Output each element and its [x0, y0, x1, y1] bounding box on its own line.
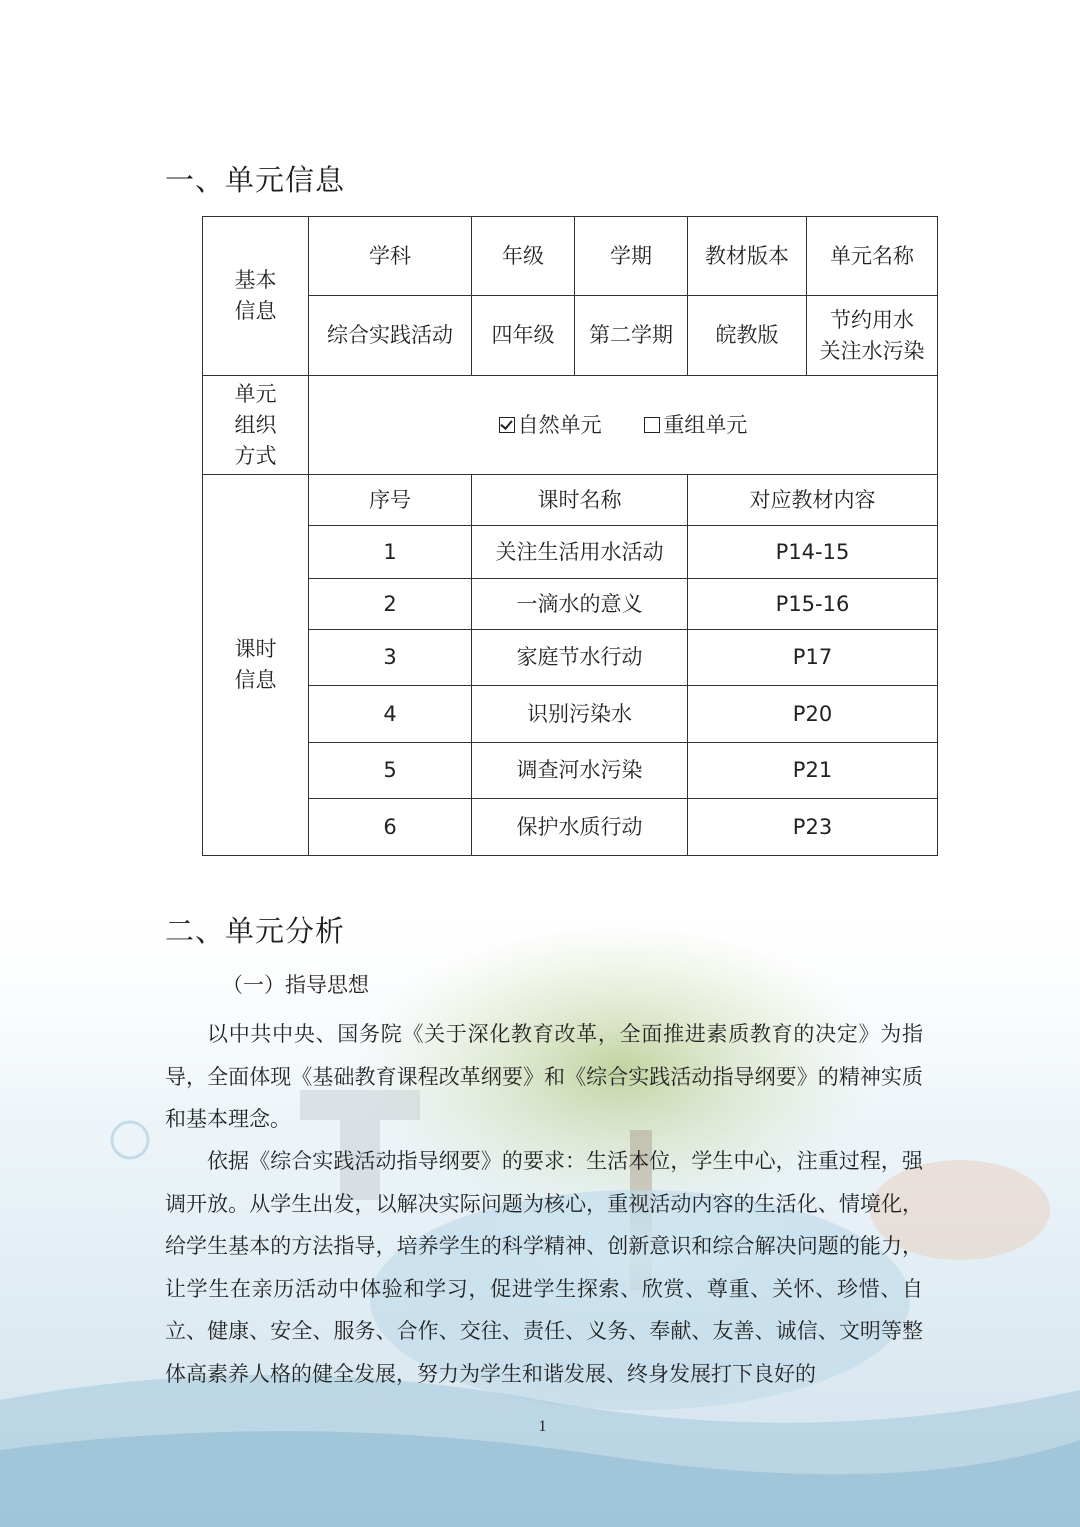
value-edition: 皖教版: [688, 296, 807, 376]
lesson-name: 识别污染水: [472, 686, 688, 743]
header-term: 学期: [575, 217, 688, 296]
lesson-no: 1: [309, 526, 472, 579]
value-term: 第二学期: [575, 296, 688, 376]
lesson-content: P14-15: [688, 526, 938, 579]
paragraph-guiding-idea: 以中共中央、国务院《关于深化教育改革，全面推进素质教育的决定》为指导，全面体现《基础教育课程改革纲要》和《综合实践活动指导纲要》的精神实质和基本理念。: [165, 1022, 923, 1131]
option-regrouped-unit[interactable]: 重组单元: [644, 410, 747, 441]
lesson-no: 2: [309, 579, 472, 630]
paragraph-requirements: 依据《综合实践活动指导纲要》的要求：生活本位，学生中心，注重过程，强调开放。从学生出发，以解决实际问题为核心，重视活动内容的生活化、情境化，给学生基本的方法指导，培养学生的科学精神、创新意识和综合解决问题的能力，让学生在亲历活动中体验和学习，促进学生探索、欣赏、尊重、关怀、珍惜、自立、健康、安全、服务、合作、交往、责任、义务、奉献、友善、诚信、文明等整体高素养人格的健全发展，努力为学生和谐发展、终身发展打下良好的: [165, 1149, 923, 1386]
lesson-header-content: 对应教材内容: [688, 475, 938, 526]
lesson-no: 6: [309, 799, 472, 856]
option-natural-unit[interactable]: 自然单元: [499, 410, 602, 441]
lesson-name: 一滴水的意义: [472, 579, 688, 630]
checked-box-icon[interactable]: [499, 417, 515, 433]
lesson-no: 4: [309, 686, 472, 743]
lesson-content: P23: [688, 799, 938, 856]
lesson-content: P17: [688, 630, 938, 686]
lesson-name: 家庭节水行动: [472, 630, 688, 686]
lesson-row: [203, 743, 938, 799]
page-number: 1: [538, 1418, 547, 1435]
unit-info-table: [202, 216, 938, 856]
basic-info-label: 基本 信息: [203, 217, 309, 376]
lesson-row: [203, 686, 938, 743]
value-subject: 综合实践活动: [309, 296, 472, 376]
lesson-name: 保护水质行动: [472, 799, 688, 856]
header-subject: 学科: [309, 217, 472, 296]
lesson-header-no: 序号: [309, 475, 472, 526]
lesson-row: [203, 630, 938, 686]
header-edition: 教材版本: [688, 217, 807, 296]
lesson-name: 调查河水污染: [472, 743, 688, 799]
value-grade: 四年级: [472, 296, 575, 376]
org-method-options: [309, 376, 938, 475]
org-method-label: 单元 组织 方式: [203, 376, 309, 475]
header-unit-name: 单元名称: [807, 217, 938, 296]
unchecked-box-icon[interactable]: [644, 417, 660, 433]
value-unit-name: 节约用水 关注水污染: [807, 296, 938, 376]
lesson-no: 3: [309, 630, 472, 686]
lesson-content: P15-16: [688, 579, 938, 630]
lesson-row: [203, 526, 938, 579]
lesson-content: P20: [688, 686, 938, 743]
lesson-header-name: 课时名称: [472, 475, 688, 526]
lesson-content: P21: [688, 743, 938, 799]
lesson-row: [203, 799, 938, 856]
lesson-name: 关注生活用水活动: [472, 526, 688, 579]
section-2-title: 二、单元分析: [165, 914, 346, 948]
lesson-row: [203, 579, 938, 630]
subsection-title: （一）指导思想: [222, 973, 369, 997]
lesson-info-label: 课时 信息: [203, 475, 309, 856]
lesson-no: 5: [309, 743, 472, 799]
section-1-title: 一、单元信息: [165, 163, 346, 197]
header-grade: 年级: [472, 217, 575, 296]
